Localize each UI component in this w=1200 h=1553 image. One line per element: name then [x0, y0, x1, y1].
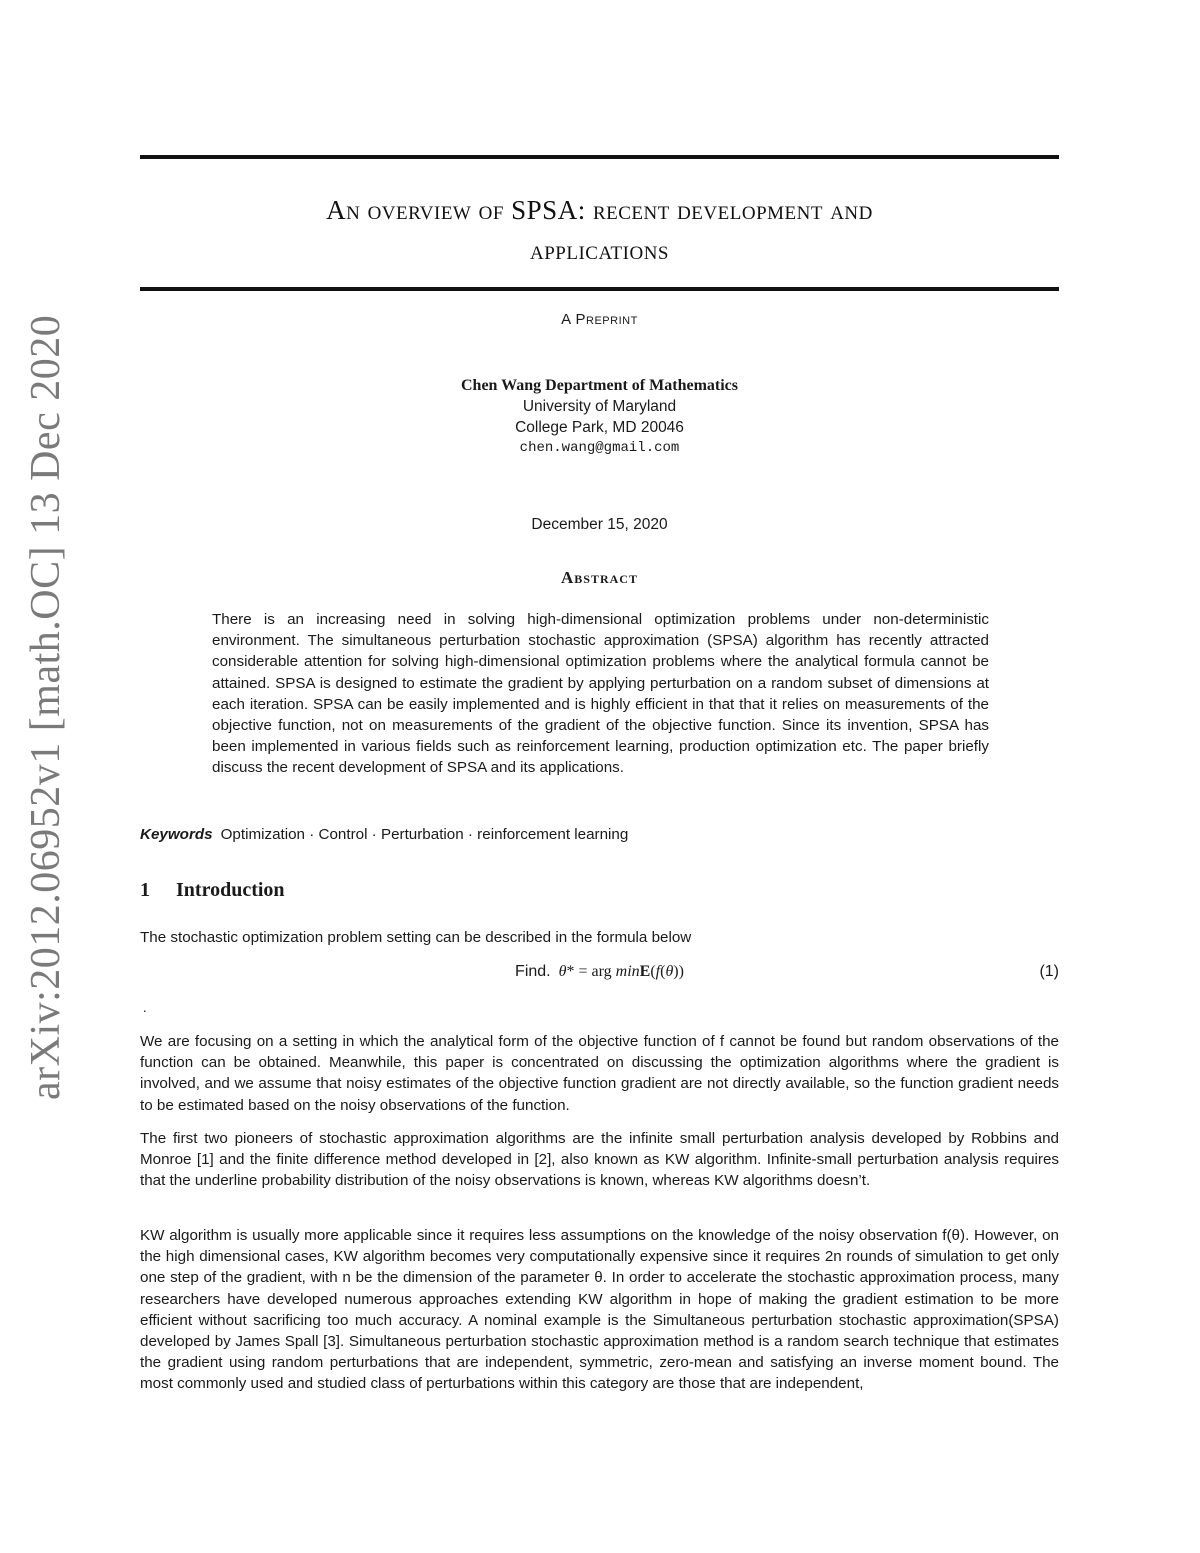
equation-formula — [140, 963, 1059, 981]
author-address: College Park, MD 20046 — [515, 419, 684, 436]
body-paragraph-2: The first two pioneers of stochastic approximation algorithms are the infinite small perturbation analysis developed by Robbins and Monroe [1] and the finite difference method developed in [2], also known as KW algorithm. Infinite-small perturbation analysis requires that the underline probability distribution of the noisy observations is known, whereas KW algorithms doesn’t. — [140, 1130, 1059, 1190]
equation-trailer: . — [143, 1001, 147, 1016]
preprint-label: A Preprint — [561, 311, 638, 328]
equation-number: (1) — [1039, 963, 1059, 980]
keywords-text: Optimization · Control · Perturbation · reinforcement learning — [220, 826, 629, 843]
paper-title — [140, 190, 1059, 270]
author-name: Chen Wang Department of Mathematics — [460, 377, 738, 394]
title-line-1: An overview of SPSA: recent development and — [326, 195, 873, 225]
intro-lead-paragraph: The stochastic optimization problem setting can be described in the formula below — [140, 929, 692, 946]
title-bottom-rule — [140, 287, 1059, 291]
author-email[interactable]: chen.wang@gmail.com — [519, 440, 680, 456]
title-line-2: applications — [529, 235, 670, 265]
author-block — [140, 375, 1059, 459]
body-paragraph-3: KW algorithm is usually more applicable since it requires less assumptions on the knowledge of the noisy observation f(θ). However, on the high dimensional cases, KW algorithm becomes very computationally expensive since it requires 2n rounds of simulation to get only one step of the gradient, with n be the dimension of the parameter θ. In order to accelerate the stochastic approximation process, many researchers have developed numerous approaches extending KW algorithm in hope of making the gradient estimation to be more efficient without sacrificing too much accuracy. A nominal example is the Simultaneous perturbation stochastic approximation(SPSA) developed by James Spall [3]. Simultaneous perturbation stochastic approximation method is a random search technique that estimates the gradient using random perturbations that are independent, symmetric, zero-mean and satisfying an inverse moment bound. The most commonly used and studied class of perturbations within this category are those that are independent, — [140, 1227, 1059, 1393]
keywords-label: Keywords — [140, 826, 213, 843]
arxiv-side-stamp: arXiv:2012.06952v1 [math.OC] 13 Dec 2020 — [23, 314, 69, 1100]
keywords-line — [140, 826, 1059, 843]
section-number: 1 — [140, 879, 150, 901]
title-top-rule — [140, 155, 1059, 159]
body-paragraph-1: We are focusing on a setting in which the analytical form of the objective function of f cannot be found but random observations of the function can be obtained. Meanwhile, this paper is concentrated on discussing the optimization algorithms where the gradient is involved, and we assume that noisy estimates of the objective function gradient are not directly available, so the function gradient needs to be estimated based on the noisy observations of the function. — [140, 1033, 1059, 1114]
abstract-text: There is an increasing need in solving high-dimensional optimization problems under non-deterministic environment. The simultaneous perturbation stochastic approximation (SPSA) algorithm has recently attracted considerable attention for solving high-dimensional optimization problems where the analytical formula cannot be attained. SPSA is designed to estimate the gradient by applying perturbation on a random subset of dimensions at each iteration. SPSA can be easily implemented and is highly efficient in that that it relies on measurements of the objective function, not on measurements of the gradient of the objective function. Since its invention, SPSA has been implemented in various fields such as reinforcement learning, production optimization etc. The paper briefly discuss the recent development of SPSA and its applications. — [212, 611, 989, 777]
equation-find-label: Find. — [515, 963, 551, 980]
author-affiliation: University of Maryland — [522, 398, 677, 415]
equation-body: θ* = arg minE(f(θ)) — [558, 963, 684, 980]
equation-1 — [140, 963, 1059, 987]
abstract-heading: Abstract — [561, 568, 638, 587]
section-heading-introduction — [140, 879, 1059, 902]
paper-date: December 15, 2020 — [531, 516, 668, 533]
section-title: Introduction — [176, 879, 285, 901]
